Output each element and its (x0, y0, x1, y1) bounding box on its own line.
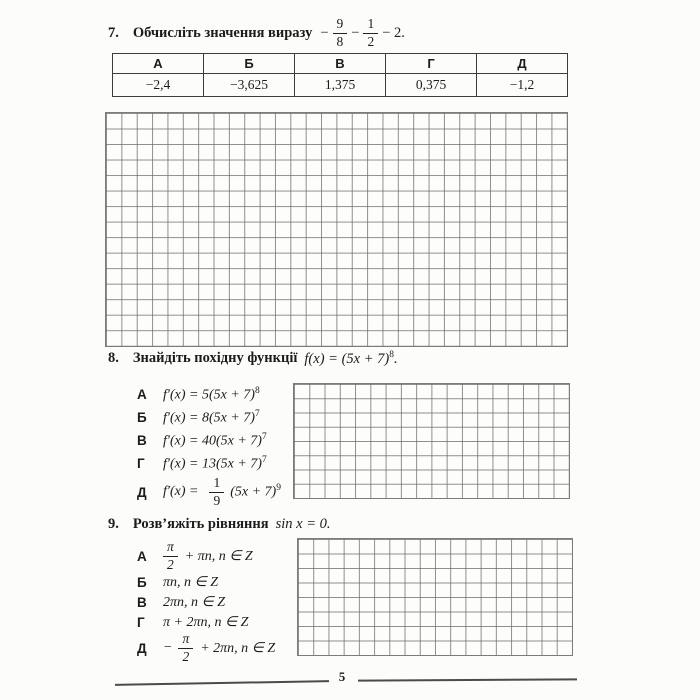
option-formula (163, 409, 260, 427)
fraction-denominator: 2 (367, 33, 375, 49)
minus-sign: − (320, 24, 329, 41)
formula-exponent: 7 (254, 408, 260, 419)
minus-sign: − (351, 24, 360, 41)
option-formula: πn, n ∈ Z (163, 574, 218, 590)
option-value-d: −1,2 (477, 74, 568, 97)
fraction-denominator: 9 (213, 492, 221, 508)
fraction-pi-2 (178, 632, 193, 663)
question-7-stem (108, 16, 405, 50)
option-letter: В (137, 594, 147, 610)
option-row-d (137, 632, 275, 664)
option-letter: Д (137, 640, 147, 656)
fraction-denominator: 2 (167, 556, 174, 572)
graph-paper-grid-q9 (297, 538, 573, 656)
formula-exponent: 8 (389, 350, 394, 360)
fraction-numerator: 1 (363, 17, 378, 33)
formula-body: f′(x) = 8(5x + 7) (163, 410, 255, 426)
expression-tail: − 2. (382, 24, 405, 41)
fraction-1-9 (209, 476, 224, 507)
formula-body: f′(x) = 5(5x + 7) (163, 387, 255, 403)
option-formula: π + 2πn, n ∈ Z (163, 614, 249, 630)
question-7-text: Обчисліть значення виразу (132, 24, 313, 41)
option-header-a: А (113, 54, 204, 74)
option-formula: + πn, n ∈ Z (184, 548, 253, 564)
fraction-numerator: π (178, 632, 193, 648)
formula-body: (5x + 7) (230, 484, 277, 500)
fraction-1-2 (363, 17, 378, 48)
option-letter: Д (137, 484, 147, 500)
option-formula: + 2πn, n ∈ Z (200, 640, 276, 656)
question-9-options (137, 540, 275, 664)
option-value-a: −2,4 (113, 74, 204, 97)
option-letter: В (137, 433, 147, 448)
formula-body: f′(x) = 13(5x + 7) (163, 456, 262, 472)
table-header-row (113, 54, 568, 74)
option-row-b (137, 572, 275, 592)
option-value-b: −3,625 (204, 74, 295, 97)
fraction-9-8 (333, 17, 348, 48)
formula-tail: . (393, 350, 398, 367)
fraction-denominator: 8 (336, 33, 344, 49)
fraction-numerator: 1 (209, 476, 224, 492)
footer-rule-left (115, 680, 329, 686)
option-letter: А (137, 387, 147, 402)
question-7-expression (320, 17, 405, 48)
option-formula (163, 386, 260, 404)
graph-paper-grid-q8 (293, 383, 570, 499)
formula-body: f′(x) = 40(5x + 7) (163, 433, 262, 449)
option-letter: Г (137, 614, 145, 630)
answer-options-table (112, 53, 568, 97)
table-value-row (113, 74, 568, 97)
option-formula (163, 455, 267, 473)
option-row-v (137, 429, 281, 452)
fraction-numerator: 9 (333, 17, 348, 33)
option-formula-suffix (230, 483, 281, 501)
footer-rule-right (358, 678, 577, 681)
question-9-formula: sin x = 0. (275, 516, 331, 532)
option-row-a (137, 540, 275, 572)
option-row-g (137, 612, 275, 632)
option-row-d (137, 475, 281, 509)
question-7-number: 7. (108, 24, 119, 41)
fraction-pi-2 (163, 540, 178, 571)
formula-exponent: 7 (261, 454, 267, 465)
option-formula-prefix: f′(x) = (163, 484, 199, 499)
option-value-g: 0,375 (386, 74, 477, 97)
option-formula (163, 432, 267, 450)
question-8-number: 8. (108, 350, 119, 367)
option-row-v (137, 592, 275, 612)
question-8-options (137, 383, 281, 509)
option-letter: Г (137, 456, 145, 471)
graph-paper-grid-q7 (105, 112, 568, 347)
option-letter: А (137, 548, 147, 564)
option-header-d: Д (477, 54, 568, 74)
option-formula: 2πn, n ∈ Z (163, 594, 225, 610)
question-8-stem (108, 350, 398, 368)
option-header-g: Г (386, 54, 477, 74)
page-number: 5 (338, 669, 346, 684)
option-row-g (137, 452, 281, 475)
minus-sign: − (163, 640, 173, 655)
option-row-a (137, 383, 281, 406)
fraction-numerator: π (163, 540, 178, 556)
formula-exponent: 9 (276, 483, 281, 494)
question-8-text: Знайдіть похідну функції (132, 350, 298, 367)
option-letter: Б (137, 574, 147, 590)
option-header-v: В (295, 54, 386, 74)
question-9-stem (108, 516, 331, 533)
formula-body: f(x) = (5x + 7) (304, 350, 390, 367)
question-9-text: Розв’яжіть рівняння (132, 516, 269, 532)
question-9-number: 9. (108, 516, 119, 532)
option-letter: Б (137, 410, 147, 425)
option-value-v: 1,375 (295, 74, 386, 97)
option-row-b (137, 406, 281, 429)
question-8-formula (304, 350, 397, 368)
fraction-denominator: 2 (182, 648, 190, 664)
formula-exponent: 7 (261, 431, 267, 442)
option-header-b: Б (204, 54, 295, 74)
formula-exponent: 8 (254, 385, 260, 396)
